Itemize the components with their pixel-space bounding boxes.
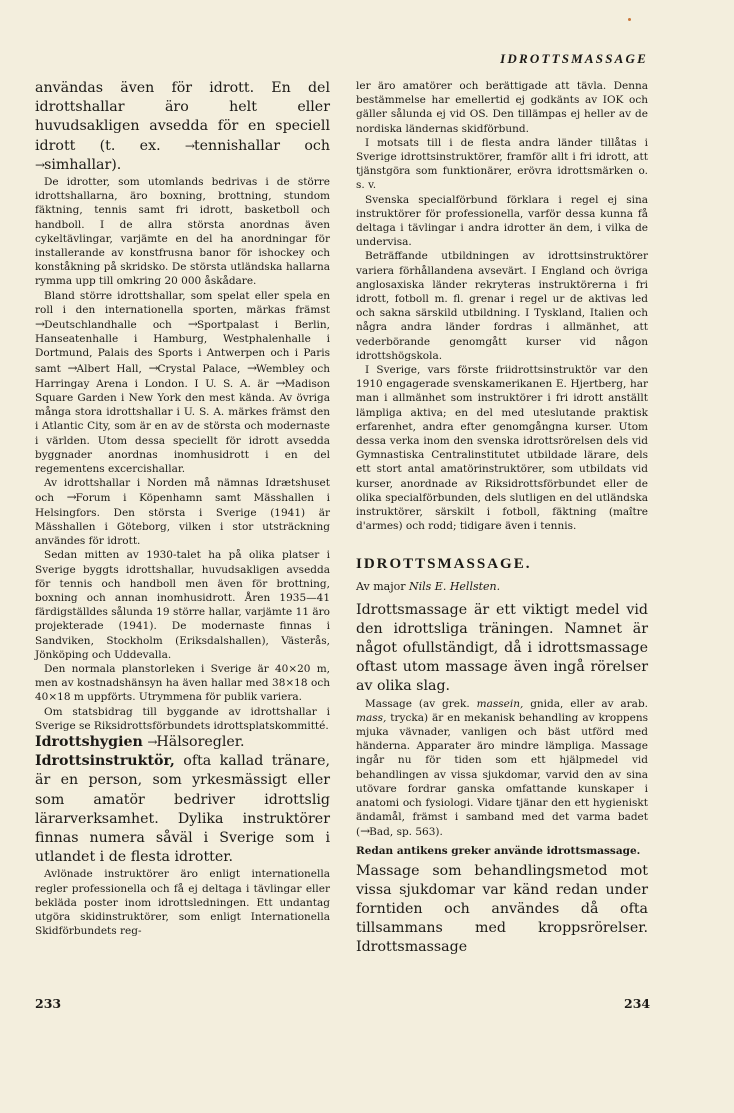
subheading: Redan antikens greker använde idrottsmassage.: [356, 844, 641, 857]
paragraph: Avlönade instruktörer äro enligt internationella regler professionella och få ej deltaga i tävlingar eller bekläda poster inom idrottsledningen. Ett undantag utgöra skidinstruktörer, som enligt Internationella Skidförbundets reg-: [35, 868, 330, 938]
paragraph: Massage som behandlingsmetod mot vissa sjukdomar var känd redan under forntiden och användes då ofta tillsammans med kroppsrörelser. Idrottsmassage: [356, 862, 648, 956]
cross-reference: tennishallar: [193, 137, 281, 154]
paragraph: användas även för idrott. En del idrottshallar äro helt eller huvudsakligen avsedda för en speciell idrott (t. ex. →tennishallar och →simhallar).: [35, 80, 330, 173]
cross-reference: Sportpalast: [196, 319, 259, 332]
cross-reference: Deutschlandhalle: [44, 319, 137, 332]
arrow-right-icon: →: [148, 360, 158, 375]
arrow-right-icon: →: [187, 317, 197, 332]
page-number-left: 233: [35, 996, 62, 1011]
paragraph: Om statsbidrag till byggande av idrottshallar i Sverige se Riksidrottsförbundets idrottsplatskommitté.: [35, 705, 330, 732]
paragraph: ler äro amatörer och berättigade att tävla. Denna bestämmelse har emellertid ej godkänts av IOK och gäller sålunda ej vid OS. Den tillämpas ej heller av de nordiska ländernas skidförbund.: [356, 80, 648, 135]
entry-term: Idrottsinstruktör,: [35, 753, 175, 770]
arrow-right-icon: →: [35, 157, 45, 172]
arrow-right-icon: →: [67, 360, 77, 375]
left-column: [35, 79, 330, 938]
paragraph: Massage (av grek. massein, gnida, eller av arab. mass, trycka) är en mekanisk behandling av kroppens mjuka vävnader, vanligen och bäst utförd med händerna. Apparater äro mindre lämpliga. Massage ingår nu för tiden som ett hjälpmedel vid behandlingen av vissa sjukdomar, varvid den av sina utövare fordrar ganska omfattande kunskaper i anatomi och fysiologi. Vidare tjänar den ett hygieniskt ändamål, främst i samband med det varma badet (→Bad, sp. 563).: [356, 697, 649, 839]
arrow-right-icon: →: [184, 138, 194, 153]
byline: Av major Nils E. Hellsten.: [356, 579, 501, 593]
article-heading: IDROTTSMASSAGE.: [356, 555, 532, 572]
page-number-right: 234: [624, 996, 651, 1011]
entry-idrottshygien: [35, 733, 330, 752]
paragraph: I Sverige, vars förste friidrottsinstruktör var den 1910 engagerade svenskamerikanen E. Hjertberg, har man i allmänhet som instruktörer i fri idrott anställt lämpliga aktiva; en del med uteslutande praktisk erfarenhet, andra efter genomgångna kurser. Utom dessa verka inom den svenska idrottsrörelsen dels vid Gymnastiska Centralinstitutet utbildade lärare, dels ett stort antal amatörinstruktörer, som utbildats vid kurser, anordnade av Riksidrottsförbundet eller de olika specialförbunden, dels slutligen en del utländska instruktörer, särskilt i fotboll, fäktning (maître d'armes) och rodd; tidigare även i tennis.: [356, 364, 648, 533]
paragraph: I motsats till i de flesta andra länder tillåtas i Sverige idrottsinstruktörer, framför allt i fri idrott, att tjänstgöra som funktionärer, erövra idrottsmärken o. s. v.: [356, 136, 648, 192]
arrow-right-icon: →: [246, 360, 257, 375]
running-header: IDROTTSMASSAGE: [500, 51, 648, 66]
cross-reference: Wembley: [256, 362, 305, 375]
paragraph: De idrotter, som utomlands bedrivas i de större idrottshallarna, äro boxning, brottning, stundom fäktning, tennis samt fri idrott, basketboll och handboll. I de allra största anordnas även cykeltävlingar, varjämte en del ha anordningar för installerande av konstfrusna banor för ishockey och konståkning på skridsko. De största utländska hallarna rymma upp till omkring 20 000 åskådare.: [35, 176, 330, 288]
arrow-right-icon: →: [147, 734, 157, 749]
paragraph: Svenska specialförbund förklara i regel ej sina instruktörer för professionella, varför dessa kunna få deltaga i tävlingar i andra idrotter än dem, i vilka de undervisa.: [356, 193, 648, 249]
cross-reference: Crystal Palace,: [157, 362, 241, 375]
cross-reference: Forum: [75, 492, 111, 505]
paragraph: Bland större idrottshallar, som spelat eller spela en roll i den internationella sporten, märkas främst →Deutschlandhalle och →Sportpalast i Berlin, Hanseatenhalle i Hamburg, Westphalenhalle i Dortmund, Palais des Sports i Antwerpen och i Paris samt →Albert Hall, →Crystal Palace, →Wembley och Harringay Arena i London. I U. S. A. är →Madison Square Garden i New York den mest kända. Av övriga många stora idrottshallar i U. S. A. märkes främst den i Atlantic City, som är en av de största och modernaste i världen. Utom dessa speciellt för idrott avsedda byggnader anordnas inomhusidrott i en del regementens excercishallar.: [35, 289, 331, 476]
arrow-right-icon: →: [35, 317, 45, 332]
arrow-right-icon: →: [360, 824, 370, 839]
author-name: Nils E. Hellsten.: [409, 579, 501, 593]
cross-reference: Madison Square Garden: [35, 377, 330, 405]
paragraph: Sedan mitten av 1930-talet ha på olika platser i Sverige byggts idrottshallar, huvudsakligen avsedda för tennis och handboll men även för brottning, boxning och annan inomhusidrott. Åren 1935—41 färdigställdes sålunda 19 större hallar, varjämte 11 äro projekterade (1941). De modernaste finnas i Sandviken, Stockholm (Eriksdalshallen), Västerås, Jönköping och Uddevalla.: [35, 549, 330, 661]
right-column: [356, 79, 648, 958]
cross-reference: Albert Hall,: [76, 362, 142, 375]
arrow-right-icon: →: [275, 375, 285, 390]
ink-speck: [628, 18, 631, 21]
arrow-right-icon: →: [66, 490, 76, 505]
entry-term: Idrottshygien: [35, 733, 143, 750]
cross-reference: simhallar).: [44, 156, 122, 173]
cross-reference: Bad,: [369, 826, 394, 839]
paragraph: Den normala planstorleken i Sverige är 40×20 m, men av kostnadshänsyn ha även hallar med 38×18 och 40×18 m uppförts. Utrymmena för publik variera.: [35, 662, 330, 704]
cross-reference: Hälsoregler.: [156, 733, 245, 750]
entry-idrottsinstruktor: Idrottsinstruktör, ofta kallad tränare, är en person, som yrkesmässigt eller som amatör bedriver idrottslig lärarverksamhet. Dylika instruktörer finnas numera såväl i Sverige som i utlandet i de flesta idrotter.: [35, 753, 330, 866]
lead-paragraph: Idrottsmassage är ett viktigt medel vid den idrottsliga träningen. Namnet är något ofullständigt, då i idrottsmassage oftast utom massage även ingå rörelser av olika slag.: [356, 601, 648, 695]
paragraph: Beträffande utbildningen av idrottsinstruktörer variera förhållandena avsevärt. I England och övriga anglosaxiska länder rekryteras instruktörerna i fri idrott, fotboll m. fl. grenar i regel ur de aktivas led och sakna särskild utbildning. I Tyskland, Italien och några andra länder fordras i allmänhet, att vederbörande genomgått kurser vid någon idrottshögskola.: [356, 250, 648, 362]
paragraph: Av idrottshallar i Norden må nämnas Idrætshuset och →Forum i Köpenhamn samt Mässhallen i Helsingfors. Den största i Sverige (1941) är Mässhallen i Göteborg, vilken i stor utsträckning användes för idrott.: [35, 477, 330, 548]
